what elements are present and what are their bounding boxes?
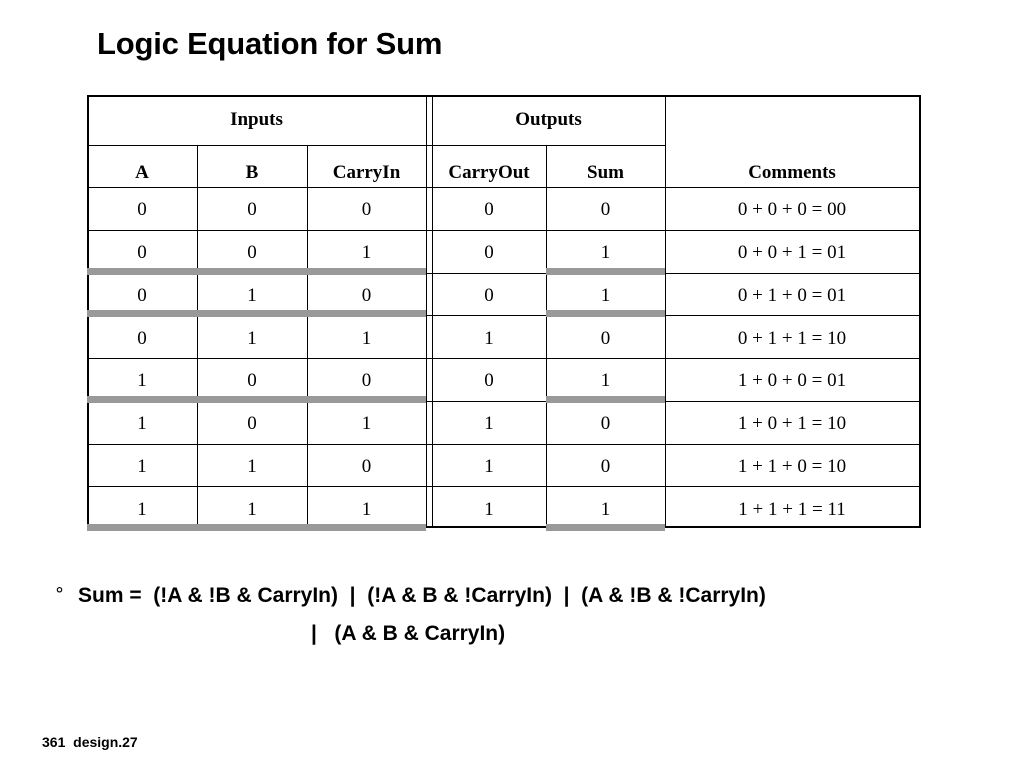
table-cell: 1 [137, 413, 147, 435]
table-cell: 0 [247, 413, 257, 435]
sum-equation-line-2: | (A & B & CarryIn) [311, 622, 506, 645]
table-cell: 0 [361, 284, 372, 306]
row-highlight-bar [87, 396, 426, 403]
table-cell: 1 [361, 413, 372, 435]
slide-title: Logic Equation for Sum [97, 26, 443, 61]
table-cell: 1 [484, 327, 494, 349]
row-highlight-bar [546, 310, 665, 317]
table-cell: 0 [484, 199, 494, 221]
table-cell: 0 [247, 199, 257, 221]
table-cell: 1 + 0 + 1 = 10 [737, 413, 847, 435]
table-cell: 0 [247, 242, 257, 264]
col-divider-inputs-outputs [426, 95, 427, 528]
table-cell: 1 [247, 284, 257, 306]
table-cell: 0 [484, 242, 494, 264]
slide-footer: 361 design.27 [42, 734, 138, 750]
table-cell: 1 [137, 455, 147, 477]
table-cell: 1 [484, 455, 494, 477]
table-cell: 1 [247, 327, 257, 349]
row-highlight-bar [546, 524, 665, 531]
row-highlight-bar [87, 310, 426, 317]
row-highlight-bar [546, 396, 665, 403]
table-cell: 1 + 1 + 1 = 11 [738, 498, 846, 520]
table-cell: 0 + 0 + 1 = 01 [737, 242, 847, 264]
table-cell: 1 [484, 498, 494, 520]
table-cell: 1 [600, 284, 611, 306]
table-cell: 0 [361, 370, 372, 392]
table-cell: 1 [600, 370, 611, 392]
header-comments: Comments [748, 162, 836, 183]
table-cell: 1 [600, 498, 611, 520]
table-cell: 0 + 1 + 0 = 01 [737, 284, 847, 306]
table-cell: 0 [137, 327, 147, 349]
sum-equation-line-1: Sum = (!A & !B & CarryIn) | (!A & B & !CarryIn) | (A & !B & !CarryIn) [78, 584, 766, 607]
table-cell: 1 [484, 413, 494, 435]
table-cell: 0 [247, 370, 257, 392]
table-cell: 1 [600, 242, 611, 264]
table-cell: 0 [361, 199, 372, 221]
truth-table [87, 95, 921, 528]
table-cell: 1 [137, 498, 147, 520]
header-carryin: CarryIn [332, 162, 401, 183]
header-outputs: Outputs [515, 109, 582, 130]
row-highlight-bar [546, 268, 665, 275]
table-cell: 0 [137, 199, 147, 221]
row-divider-group-header [87, 145, 665, 146]
table-cell: 0 [600, 327, 611, 349]
table-cell: 1 [361, 242, 372, 264]
table-cell: 1 [361, 327, 372, 349]
table-cell: 1 [247, 455, 257, 477]
header-carryout: CarryOut [448, 162, 530, 183]
table-cell: 0 [137, 284, 147, 306]
header-sum: Sum [587, 162, 624, 183]
table-cell: 1 [361, 498, 372, 520]
table-cell: 1 [137, 370, 147, 392]
table-cell: 1 + 0 + 0 = 01 [737, 370, 847, 392]
header-a: A [135, 162, 149, 183]
row-highlight-bar [87, 268, 426, 275]
table-cell: 1 [247, 498, 257, 520]
table-cell: 0 [361, 455, 372, 477]
table-cell: 0 [600, 455, 611, 477]
header-b: B [245, 162, 259, 183]
table-cell: 0 + 1 + 1 = 10 [737, 327, 847, 349]
bullet-icon: ° [55, 584, 64, 605]
table-cell: 0 [484, 370, 494, 392]
table-cell: 0 + 0 + 0 = 00 [737, 199, 847, 221]
row-highlight-bar [87, 524, 426, 531]
table-cell: 0 [600, 413, 611, 435]
header-inputs: Inputs [230, 109, 283, 130]
table-cell: 1 + 1 + 0 = 10 [737, 455, 847, 477]
table-cell: 0 [600, 199, 611, 221]
table-cell: 0 [484, 284, 494, 306]
table-cell: 0 [137, 242, 147, 264]
